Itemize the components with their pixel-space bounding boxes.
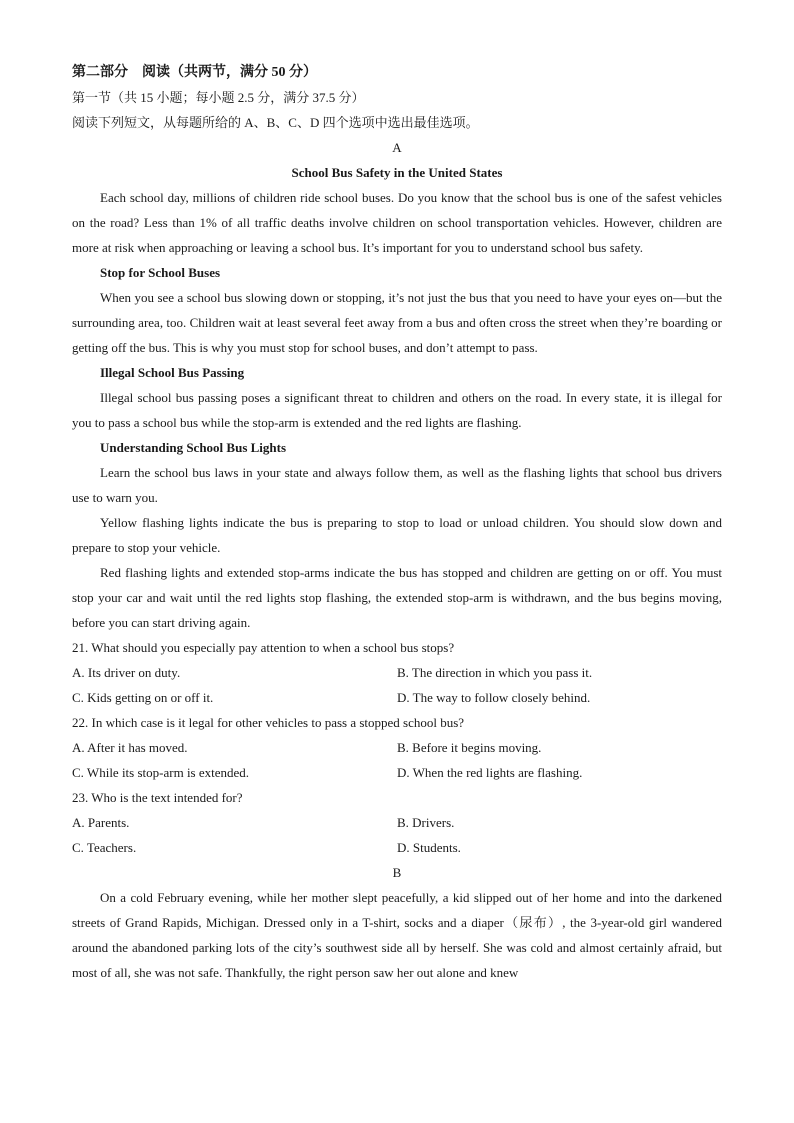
passage-a-subheading-1: Stop for School Buses [100, 265, 221, 280]
passage-a-paragraph-2: When you see a school bus slowing down or stopping, it’s not just the bus that you need to have your eyes on—but the surrounding area, too. Children wait at least several feet away from a bus and often cross the street when they’re boarding or getting off the bus. This is why you must stop for school buses, and don’t attempt to pass. [72, 290, 722, 355]
passage-a-subheading-2: Illegal School Bus Passing [100, 365, 245, 380]
option-d: D. When the red lights are flashing. [397, 765, 583, 780]
option-a: A. Parents. [72, 815, 130, 830]
option-c: C. Kids getting on or off it. [72, 690, 214, 705]
instruction-text: 阅读下列短文，从每题所给的 A、B、C、D 四个选项中选出最佳选项。 [72, 115, 479, 130]
option-d: D. Students. [397, 840, 461, 855]
question-stem: 21. What should you especially pay attention to when a school bus stops? [72, 640, 455, 655]
option-c: C. Teachers. [72, 840, 137, 855]
passage-a-paragraph-3: Illegal school bus passing poses a significant threat to children and others on the road. In every state, it is illegal for you to pass a school bus while the stop-arm is extended and the red lights are flashing. [72, 390, 722, 430]
exam-page [72, 60, 722, 985]
question-21 [72, 635, 722, 710]
option-a: A. Its driver on duty. [72, 665, 181, 680]
option-c: C. While its stop-arm is extended. [72, 765, 250, 780]
option-d: D. The way to follow closely behind. [397, 690, 591, 705]
question-22 [72, 710, 722, 785]
option-b: B. Drivers. [397, 815, 455, 830]
passage-a-paragraph-4: Learn the school bus laws in your state and always follow them, as well as the flashing lights that school bus drivers use to warn you. [72, 465, 722, 505]
passage-a-paragraph-1: Each school day, millions of children ride school buses. Do you know that the school bus is one of the safest vehicles on the road? Less than 1% of all traffic deaths involve children on school transportation vehicles. However, children are more at risk when approaching or leaving a school bus. It’s important for you to understand school bus safety. [72, 190, 722, 255]
option-a: A. After it has moved. [72, 740, 188, 755]
passage-a-paragraph-6: Red flashing lights and extended stop-arms indicate the bus has stopped and children are getting on or off. You must stop your car and wait until the red lights stop flashing, the extended stop-arm is withdrawn, and the bus begins moving, before you can start driving again. [72, 565, 722, 630]
passage-a-title: School Bus Safety in the United States [291, 165, 503, 180]
part-heading: 第二部分 阅读（共两节，满分 50 分） [72, 65, 317, 80]
question-stem: 23. Who is the text intended for? [72, 790, 243, 805]
passage-b-paragraph-1: On a cold February evening, while her mother slept peacefully, a kid slipped out of her home and into the darkened streets of Grand Rapids, Michigan. Dressed only in a T-shirt, socks and a diaper（尿布）, the 3-year-old girl wandered around the abandoned parking lots of the city’s southwest side all by herself. She was cold and almost certainly afraid, but most of all, she was not safe. Thankfully, the right person saw her out alone and knew [72, 890, 722, 980]
question-23 [72, 785, 722, 860]
section-heading: 第一节（共 15 小题；每小题 2.5 分，满分 37.5 分） [72, 90, 365, 105]
question-stem: 22. In which case is it legal for other vehicles to pass a stopped school bus? [72, 715, 465, 730]
passage-a-paragraph-5: Yellow flashing lights indicate the bus is preparing to stop to load or unload children. You should slow down and prepare to stop your vehicle. [72, 515, 722, 555]
passage-b-letter: B [392, 865, 402, 880]
passage-a-letter: A [392, 140, 402, 155]
option-b: B. Before it begins moving. [397, 740, 542, 755]
passage-a-subheading-3: Understanding School Bus Lights [100, 440, 287, 455]
option-b: B. The direction in which you pass it. [397, 665, 593, 680]
